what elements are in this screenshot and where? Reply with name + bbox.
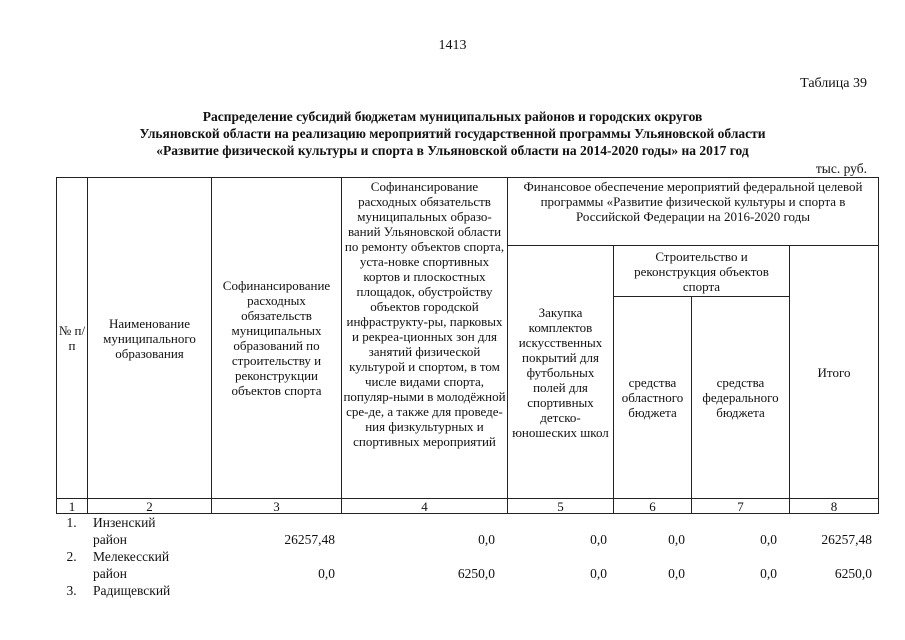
table-row — [56, 514, 878, 548]
header-col6: средства областного бюджета — [614, 297, 692, 499]
cell-col5: 0,0 — [590, 566, 607, 581]
table-row — [56, 548, 878, 582]
row-number: 2. — [66, 549, 77, 564]
municipality-name-line: Радищевский — [93, 583, 171, 598]
cell-col3: 0,0 — [318, 566, 335, 581]
header-fcp-group: Финансовое обеспечение мероприятий федеральной целевой программы «Развитие физической культуры и спорта в Российской Федерации на 2016-2020 годы — [508, 178, 879, 246]
header-no: № п/п — [57, 178, 88, 499]
header-col5: Закупка комплектов искусственных покрытий для футбольных полей для спортивных детско-юношеских школ — [508, 246, 614, 499]
column-number: 8 — [790, 499, 879, 514]
column-number: 5 — [508, 499, 614, 514]
row-number: 1. — [66, 515, 77, 530]
column-number: 1 — [57, 499, 88, 514]
document-title — [0, 108, 905, 159]
row-number: 3. — [66, 583, 77, 598]
cell-col4: 0,0 — [478, 532, 495, 547]
cell-col6: 0,0 — [668, 566, 685, 581]
header-col7: средства федерального бюджета — [692, 297, 790, 499]
cell-col7 — [691, 582, 789, 599]
municipality-name-line: район — [93, 532, 127, 547]
subsidy-table-body — [56, 514, 878, 599]
cell-col4 — [341, 582, 507, 599]
cell-col4: 6250,0 — [457, 566, 495, 581]
cell-col3 — [211, 582, 341, 599]
title-line-2: Ульяновской области на реализацию мероприятий государственной программы Ульяновской области — [139, 126, 766, 141]
cell-col7: 0,0 — [760, 566, 777, 581]
subsidy-table-header — [56, 177, 879, 514]
cell-total: 6250,0 — [834, 566, 872, 581]
municipality-name-line: Инзенский — [93, 515, 156, 530]
municipality-name-line: Мелекесский — [93, 549, 170, 564]
header-col3: Софинансирование расходных обязательств муниципальных образований по строительству и реконструкции объектов спорта — [212, 178, 342, 499]
header-build-group: Строительство и реконструкция объектов спорта — [614, 246, 790, 297]
municipality-name — [87, 514, 211, 548]
column-number: 7 — [692, 499, 790, 514]
unit-label: тыс. руб. — [815, 161, 867, 176]
page-number: 1413 — [438, 38, 467, 53]
municipality-name — [87, 582, 211, 599]
column-number-row — [57, 499, 879, 514]
table-label: Таблица 39 — [800, 76, 867, 91]
title-line-3: «Развитие физической культуры и спорта в Ульяновской области на 2014-2020 годы» на 2017 год — [156, 143, 749, 158]
table-row — [56, 582, 878, 599]
cell-total — [789, 582, 878, 599]
column-number: 6 — [614, 499, 692, 514]
municipality-name — [87, 548, 211, 582]
column-number: 4 — [342, 499, 508, 514]
column-number: 2 — [88, 499, 212, 514]
cell-col7: 0,0 — [760, 532, 777, 547]
cell-col3: 26257,48 — [284, 532, 335, 547]
cell-col5: 0,0 — [590, 532, 607, 547]
cell-total: 26257,48 — [821, 532, 872, 547]
cell-col5 — [507, 582, 613, 599]
cell-col6: 0,0 — [668, 532, 685, 547]
header-col4: Софинансирование расходных обязательств муниципальных образо-ваний Ульяновской области по ремонту объектов спорта, уста-новке спортивных кортов и плоскостных площадок, обустройству объектов городской инфраструкту-ры, парковых и рекреа-ционных зон для занятий физической культурой и спортом, в том числе видами спорта, популяр-ными в молодёжной сре-де, а также для проведе-ния физкультурных и спортивных мероприятий — [342, 178, 508, 499]
title-line-1: Распределение субсидий бюджетам муниципальных районов и городских округов — [202, 109, 703, 124]
header-total: Итого — [790, 246, 879, 499]
cell-col6 — [613, 582, 691, 599]
municipality-name-line: район — [93, 566, 127, 581]
column-number: 3 — [212, 499, 342, 514]
header-name: Наименование муниципального образования — [88, 178, 212, 499]
